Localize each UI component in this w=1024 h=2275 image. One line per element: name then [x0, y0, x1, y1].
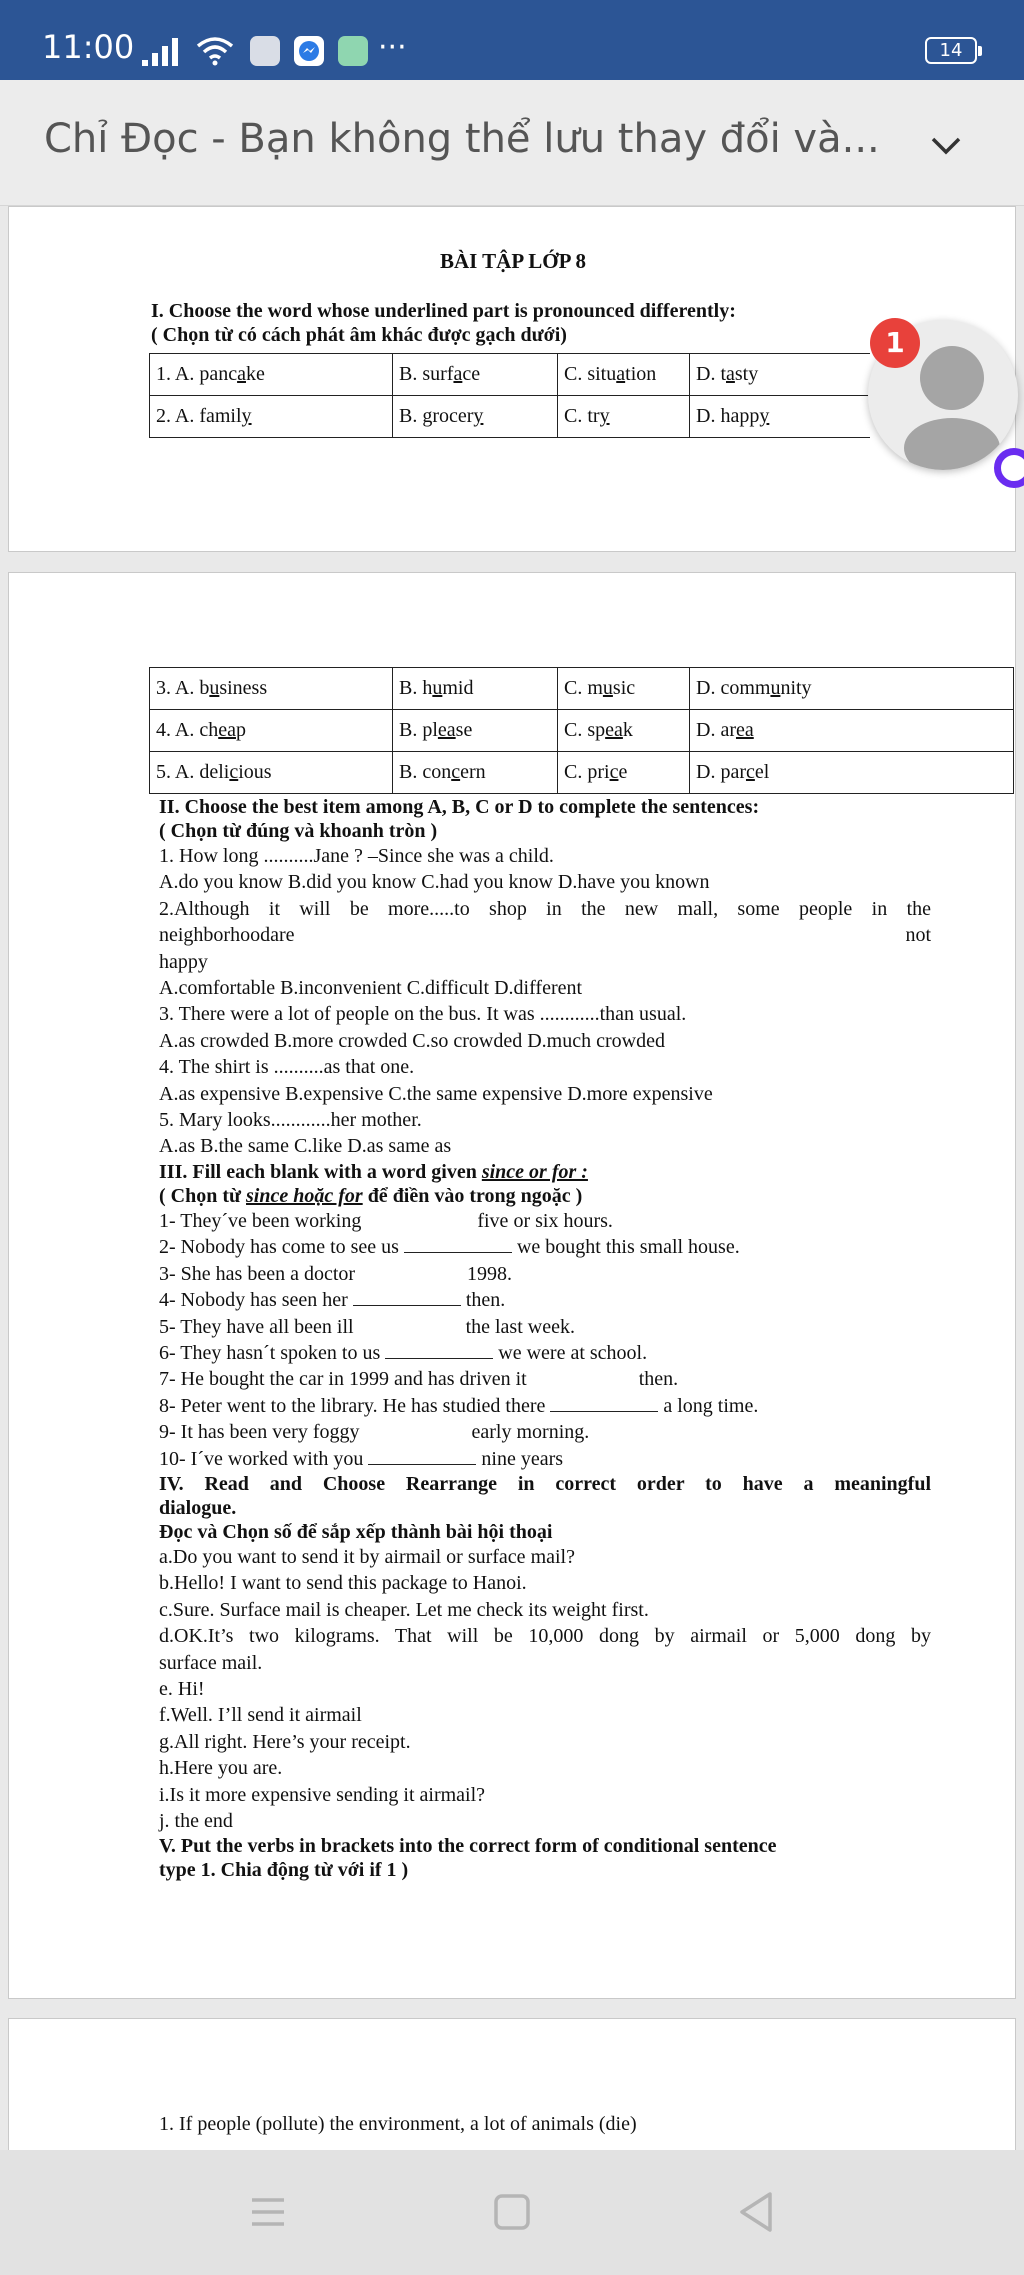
table-cell: B. surface: [393, 354, 558, 396]
table-cell: C. price: [558, 752, 690, 794]
fill-10: 10- I´ve worked with you nine years: [159, 1447, 564, 1470]
question-3: 3. There were a lot of people on the bus. It was ............than usual.: [159, 1003, 687, 1026]
question-5: 5. Mary looks............her mother.: [159, 1109, 422, 1132]
dialogue-g: g.All right. Here’s your receipt.: [159, 1730, 411, 1753]
section-1-heading: I. Choose the word whose underlined part is pronounced differently:: [151, 300, 736, 322]
signal-icon: [142, 38, 184, 66]
table-cell: D. community: [690, 668, 1014, 710]
question-3-options: A.as crowded B.more crowded C.so crowded D.much crowded: [159, 1029, 665, 1052]
pronunciation-table: [149, 353, 870, 438]
dialogue-c: c.Sure. Surface mail is cheaper. Let me check its weight first.: [159, 1598, 649, 1621]
question-4: 4. The shirt is ..........as that one.: [159, 1056, 415, 1079]
document-page-2[interactable]: [8, 572, 1016, 1999]
fill-7: 7- He bought the car in 1999 and has driven it then.: [159, 1368, 679, 1391]
table-cell: 2. A. family: [150, 396, 393, 438]
pronunciation-table-continued: [149, 667, 1014, 794]
app-icon: [338, 36, 368, 66]
document-body: [159, 795, 931, 1882]
table-cell: D. happy: [690, 396, 870, 438]
notification-badge: 1: [870, 318, 920, 368]
status-bar: [0, 0, 1024, 80]
section-2-heading: II. Choose the best item among A, B, C or D to complete the sentences:: [159, 796, 760, 818]
dialogue-d: d.OK.It’s two kilograms. That will be 10,000 dong by airmail or 5,000 dong by: [159, 1625, 931, 1648]
document-title: Chỉ Đọc - Bạn không thể lưu thay đổi và...: [44, 116, 880, 162]
more-notifications-icon: ···: [378, 30, 407, 65]
table-row: [150, 752, 1014, 794]
messenger-icon: [294, 36, 324, 66]
chevron-down-icon[interactable]: [925, 125, 967, 167]
navigation-bar: [0, 2150, 1024, 2275]
table-row: [150, 710, 1014, 752]
dialogue-a: a.Do you want to send it by airmail or surface mail?: [159, 1545, 575, 1568]
section-4-subheading: Đọc và Chọn số để sắp xếp thành bài hội thoại: [159, 1520, 553, 1543]
section-5-heading-cont: type 1. Chia động từ với if 1 ): [159, 1859, 409, 1882]
table-cell: 4. A. cheap: [150, 710, 393, 752]
dialogue-j: j. the end: [159, 1810, 233, 1832]
question-2-line-2: neighborhoodare not: [159, 924, 931, 947]
table-cell: 5. A. delicious: [150, 752, 393, 794]
document-body-3: [159, 2111, 931, 2137]
table-row: [150, 396, 870, 438]
section-4-heading-cont: dialogue.: [159, 1496, 237, 1519]
fill-9: 9- It has been very foggy early morning.: [159, 1421, 590, 1444]
question-2-options: A.comfortable B.inconvenient C.difficult D.different: [159, 977, 583, 1000]
dialogue-b: b.Hello! I want to send this package to Hanoi.: [159, 1572, 527, 1595]
section-4-heading: IV. Read and Choose Rearrange in correct order to have a meaningful: [159, 1472, 931, 1495]
back-icon[interactable]: [728, 2184, 784, 2240]
dialogue-e: e. Hi!: [159, 1677, 205, 1700]
question-4-options: A.as expensive B.expensive C.the same expensive D.more expensive: [159, 1082, 713, 1105]
wifi-icon: [196, 34, 234, 66]
gallery-icon: [250, 36, 280, 66]
fill-1: 1- They´ve been working five or six hours.: [159, 1209, 613, 1232]
fill-4: 4- Nobody has seen her then.: [159, 1289, 506, 1312]
table-row: [150, 668, 1014, 710]
table-cell: B. please: [393, 710, 558, 752]
fill-8: 8- Peter went to the library. He has studied there a long time.: [159, 1394, 759, 1417]
question-5-options: A.as B.the same C.like D.as same as: [159, 1135, 452, 1158]
fill-3: 3- She has been a doctor 1998.: [159, 1262, 513, 1285]
table-cell: C. try: [558, 396, 690, 438]
dialogue-h: h.Here you are.: [159, 1757, 283, 1780]
fill-5: 5- They have all been ill the last week.: [159, 1315, 575, 1338]
recent-apps-icon[interactable]: [240, 2184, 296, 2240]
section-2-subheading: ( Chọn từ đúng và khoanh tròn ): [159, 820, 438, 842]
table-cell: 3. A. business: [150, 668, 393, 710]
table-cell: B. concern: [393, 752, 558, 794]
table-cell: B. humid: [393, 668, 558, 710]
question-2: 2.Although it will be more.....to shop in the new mall, some people in the: [159, 897, 931, 920]
question-2-line-3: happy: [159, 950, 208, 973]
table-cell: D. tasty: [690, 354, 870, 396]
table-cell: C. music: [558, 668, 690, 710]
question-1-options: A.do you know B.did you know C.had you know D.have you known: [159, 871, 710, 894]
fill-2: 2- Nobody has come to see us we bought this small house.: [159, 1236, 740, 1259]
section-3-heading: III. Fill each blank with a word given since or for :: [159, 1160, 588, 1183]
status-time: 11:00: [42, 28, 135, 66]
section-3-subheading: ( Chọn từ since hoặc for để điền vào trong ngoặc ): [159, 1184, 583, 1207]
document-page-1[interactable]: [8, 206, 1016, 552]
doc-title: BÀI TẬP LỚP 8: [439, 249, 587, 273]
table-cell: D. area: [690, 710, 1014, 752]
dialogue-i: i.Is it more expensive sending it airmail?: [159, 1783, 486, 1806]
table-cell: D. parcel: [690, 752, 1014, 794]
table-cell: B. grocery: [393, 396, 558, 438]
battery-level: 14: [939, 40, 963, 61]
document-title-bar[interactable]: [0, 80, 1024, 206]
fill-6: 6- They hasn´t spoken to us we were at school.: [159, 1341, 648, 1364]
section-1-subheading: ( Chọn từ có cách phát âm khác được gạch dưới): [151, 324, 567, 346]
table-cell: 1. A. pancake: [150, 354, 393, 396]
question-1: 1. How long ..........Jane ? –Since she was a child.: [159, 845, 554, 867]
dialogue-f: f.Well. I’ll send it airmail: [159, 1704, 362, 1727]
conditional-1: 1. If people (pollute) the environment, a lot of animals (die): [159, 2113, 637, 2135]
section-5-heading: V. Put the verbs in brackets into the correct form of conditional sentence: [159, 1835, 777, 1858]
battery-icon: [925, 37, 977, 64]
table-row: [150, 354, 870, 396]
home-icon[interactable]: [484, 2184, 540, 2240]
dialogue-d-cont: surface mail.: [159, 1651, 263, 1674]
table-cell: C. speak: [558, 710, 690, 752]
table-cell: C. situation: [558, 354, 690, 396]
